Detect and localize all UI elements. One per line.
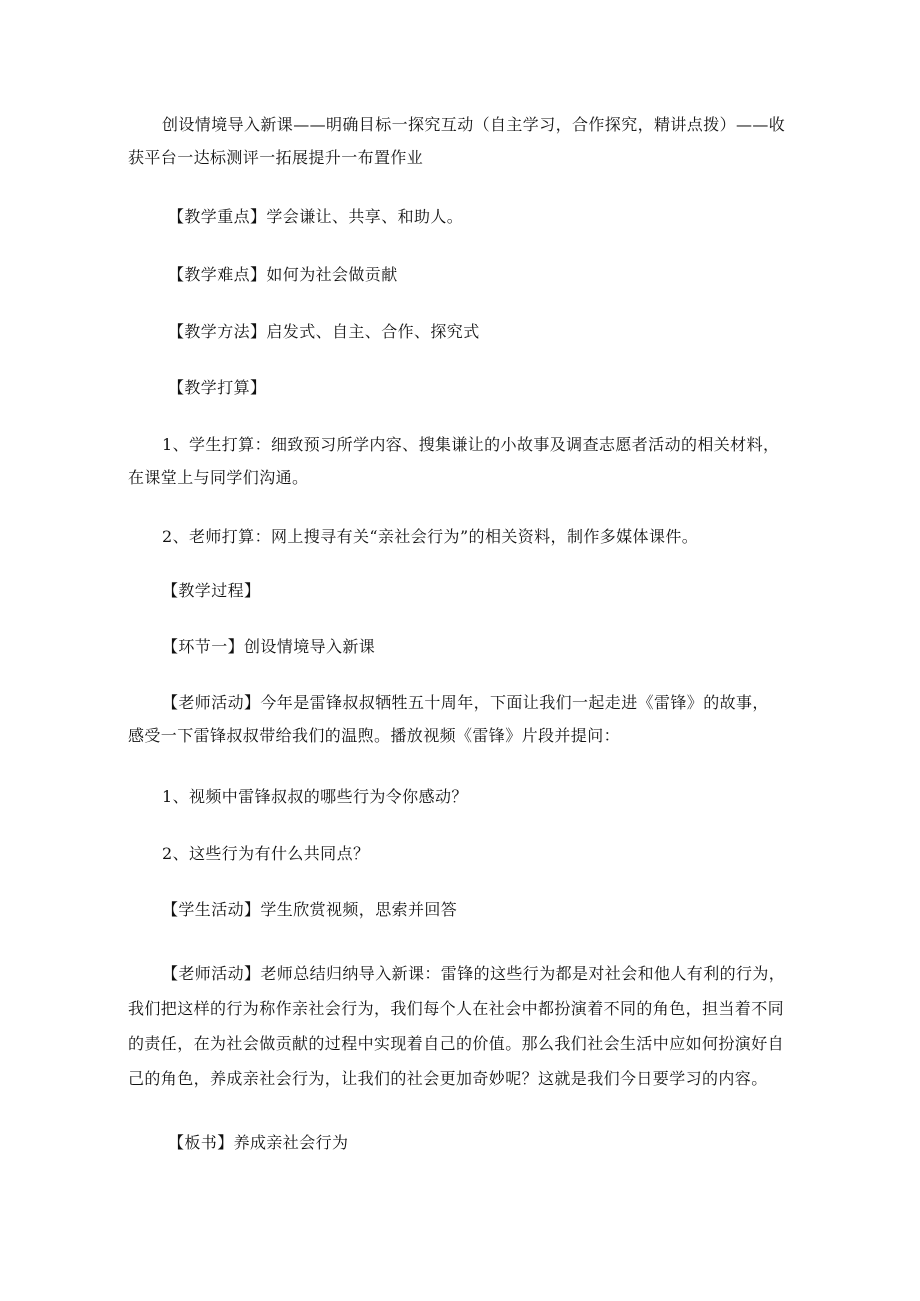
teaching-flow-paragraph — [128, 108, 785, 174]
teacher-activity-one-line-2: 感受一下雷锋叔叔带给我们的温煦。播放视频《雷锋》片段并提问： — [128, 726, 621, 745]
section-one-heading: 【环节一】创设情境导入新课 — [162, 637, 376, 656]
teacher-prep-paragraph: 2、老师打算：网上搜寻有关“亲社会行为”的相关资料，制作多媒体课件。 — [162, 527, 699, 546]
teacher-activity-two-line-1: 【老师活动】老师总结归纳导入新课：雷锋的这些行为都是对社会和他人有利的行为， — [162, 964, 786, 983]
question-two: 2、这些行为有什么共同点？ — [162, 844, 370, 863]
student-prep-paragraph — [128, 428, 779, 494]
teaching-flow-line-1: 创设情境导入新课——明确目标一探究互动（自主学习，合作探究，精讲点拨）——收 — [162, 115, 786, 134]
method-paragraph: 【教学方法】启发式、自主、合作、探究式 — [168, 322, 480, 341]
teacher-activity-one-line-1: 【老师活动】今年是雷锋叔叔牺牲五十周年，下面让我们一起走进《雷锋》的故事， — [162, 693, 769, 712]
key-point-paragraph: 【教学重点】学会谦让、共享、和助人。 — [168, 207, 464, 226]
difficulty-paragraph: 【教学难点】如何为社会做贡献 — [168, 265, 398, 284]
teacher-activity-two-line-4: 己的角色，养成亲社会行为，让我们的社会更加奇妙呢？这就是我们今日要学习的内容。 — [128, 1069, 768, 1088]
student-activity-paragraph: 【学生活动】学生欣赏视频，思索并回答 — [162, 900, 458, 919]
teacher-activity-two-paragraph — [128, 956, 785, 1096]
teacher-activity-two-line-3: 的责任，在为社会做贡献的过程中实现着自己的价值。那么我们社会生活中应如何扮演好自 — [128, 1034, 785, 1053]
preparation-heading: 【教学打算】 — [168, 378, 267, 397]
process-heading: 【教学过程】 — [162, 581, 261, 600]
question-one: 1、视频中雷锋叔叔的哪些行为令你感动？ — [162, 787, 468, 806]
teacher-activity-two-line-2: 我们把这样的行为称作亲社会行为，我们每个人在社会中都扮演着不同的角色，担当着不同 — [128, 999, 785, 1018]
blackboard-paragraph: 【板书】养成亲社会行为 — [168, 1133, 349, 1152]
student-prep-line-2: 在课堂上与同学们沟通。 — [128, 468, 309, 487]
student-prep-line-1: 1、学生打算：细致预习所学内容、搜集谦让的小故事及调查志愿者活动的相关材料， — [162, 435, 780, 454]
teaching-flow-line-2: 获平台一达标测评一拓展提升一布置作业 — [128, 148, 424, 167]
teacher-activity-one-paragraph — [128, 686, 769, 752]
